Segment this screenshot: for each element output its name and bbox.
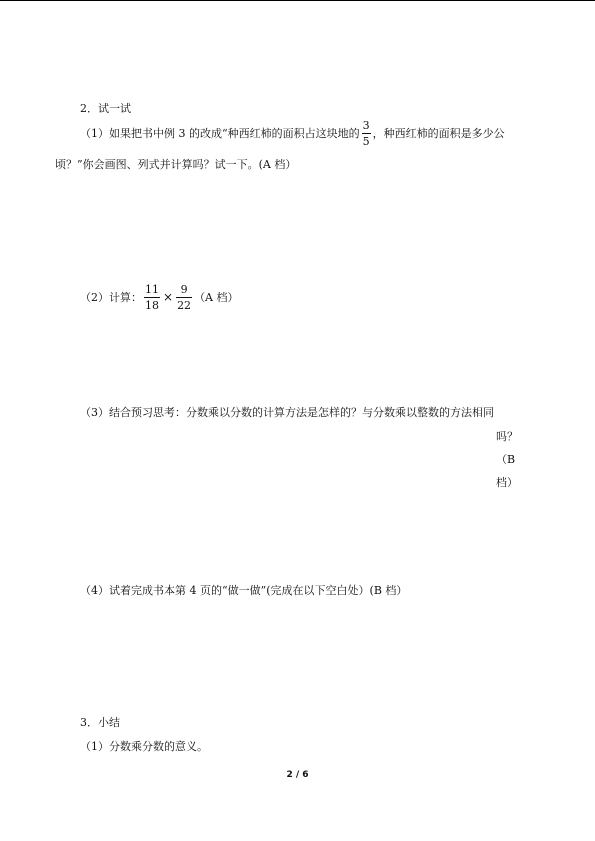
page-number: 2 / 6 bbox=[286, 770, 309, 780]
question-1-text-before: （1）如果把书中例 3 的改成“种西红柿的面积占这块地的 bbox=[80, 127, 360, 140]
question-1-line-1 bbox=[80, 118, 505, 148]
question-2-suffix: （A 档） bbox=[194, 291, 239, 304]
fraction-numerator: 11 bbox=[145, 282, 159, 296]
question-1-text-after: ，种西红柿的面积是多少公 bbox=[372, 127, 505, 140]
fraction-numerator: 3 bbox=[362, 118, 370, 132]
question-2 bbox=[80, 282, 239, 312]
fraction-nine-twentyseconds bbox=[176, 284, 192, 311]
summary-question-1: （1）分数乘分数的意义。 bbox=[80, 740, 208, 753]
question-4: （4）试着完成书本第 4 页的“做一做”(完成在以下空白处）(B 档） bbox=[80, 584, 408, 597]
fraction-three-fifths bbox=[362, 120, 371, 147]
fraction-eleven-eighteenths bbox=[144, 284, 160, 311]
fraction-denominator: 18 bbox=[145, 298, 159, 312]
question-3-line-1: （3）结合预习思考：分数乘以分数的计算方法是怎样的？与分数乘以整数的方法相同 bbox=[80, 406, 494, 419]
fraction-denominator: 5 bbox=[362, 134, 370, 148]
fraction-numerator: 9 bbox=[180, 282, 188, 296]
fraction-denominator: 22 bbox=[177, 298, 192, 312]
section-3-heading: 3．小结 bbox=[80, 716, 120, 729]
question-3-line-3: （B bbox=[496, 453, 516, 466]
question-2-prefix: （2）计算： bbox=[80, 291, 142, 304]
question-3-line-4: 档） bbox=[496, 476, 518, 489]
section-2-heading: 2．试一试 bbox=[80, 102, 131, 115]
multiply-sign: × bbox=[163, 290, 174, 304]
top-border-line bbox=[0, 0, 595, 1]
question-3-line-2: 吗？ bbox=[496, 430, 518, 443]
question-1-line-2: 顷？”你会画图、列式并计算吗？试一下。(A 档） bbox=[55, 158, 297, 171]
